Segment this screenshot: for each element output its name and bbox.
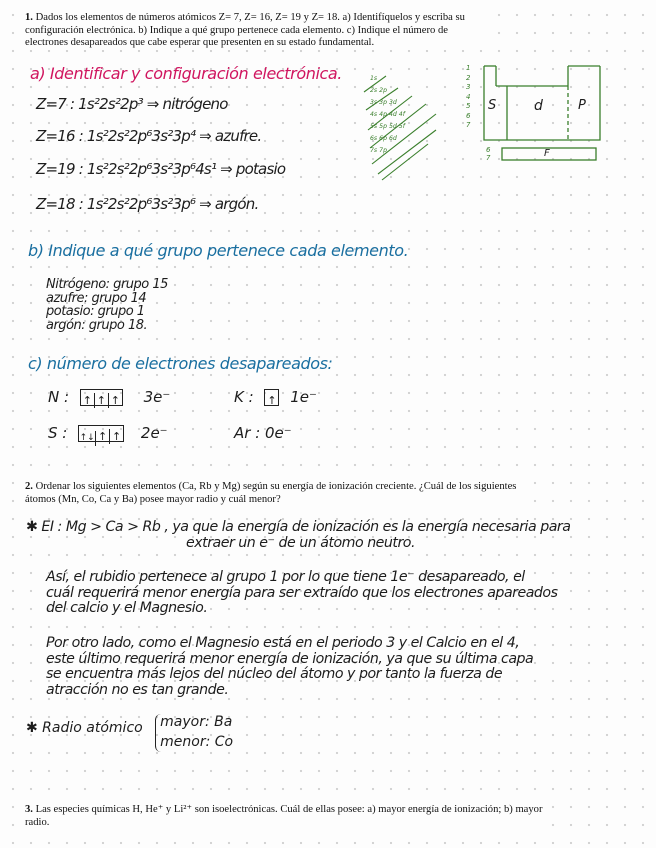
- orbital-box-k: [264, 389, 279, 406]
- answer-ei-line-1: ✱ EI : Mg > Ca > Rb , ya que la energía de ionización es la energía necesaria para: [26, 519, 571, 535]
- period-7: 7: [466, 121, 471, 129]
- orbital-cell: ↑↓: [79, 431, 96, 446]
- group-argon: argón: grupo 18.: [46, 317, 148, 333]
- unpaired-argon: Ar : 0e⁻: [234, 424, 292, 442]
- element-label-s: S :: [48, 424, 68, 442]
- orbital-cell: ↑: [267, 394, 277, 407]
- orbital-box-n: [80, 389, 123, 406]
- config-line-nitrogen: Z=7 : 1s²2s²2p³ ⇒ nitrógeno: [36, 95, 228, 113]
- question-text: Ordenar los siguientes elementos (Ca, Rb y Mg) según su energía de ionización creciente. ¿Cuál de los siguientes átomos (Mn, Co, Ca y Ba) posee mayor radio y cuál menor?: [25, 481, 517, 505]
- orbital-cell: ↑: [95, 393, 109, 408]
- question-number: 2.: [25, 481, 33, 492]
- paragraph-line: del calcio y el Magnesio.: [46, 600, 208, 617]
- element-label-n: N :: [48, 388, 70, 406]
- atomic-radius: [26, 714, 233, 752]
- paragraph-line: Por otro lado, como el Magnesio está en el periodo 3 y el Calcio en el 4,: [46, 635, 520, 651]
- period-2: 2: [466, 73, 471, 82]
- config-line-sulfur: Z=16 : 1s²2s²2p⁶3s²3p⁴ ⇒ azufre.: [36, 127, 262, 145]
- period-3: 3: [466, 83, 471, 91]
- orbital-box-s: [78, 425, 124, 442]
- paragraph-line: cuál requerirá menor energía para ser extraído que los electrones apareados: [46, 584, 558, 601]
- unpaired-count-k: 1e⁻: [290, 388, 317, 406]
- answer-paragraph-2: [46, 636, 533, 698]
- answer-ei: [26, 520, 570, 551]
- part-b-heading: [28, 241, 408, 260]
- unpaired-sulfur: [48, 424, 168, 442]
- paragraph-line: este último requerirá menor energía de ionización, ya que su última capa: [46, 650, 534, 667]
- paragraph-line: atracción no es tan grande.: [46, 681, 229, 698]
- radius-brace: [155, 714, 233, 752]
- aufbau-row-2: 2s 2p: [370, 87, 387, 94]
- radius-menor: menor: Co: [160, 734, 234, 750]
- f-period-numbers: [486, 146, 490, 162]
- answer-ei-line-2: extraer un e⁻ de un átomo neutro.: [186, 534, 415, 551]
- aufbau-diagram: [362, 74, 472, 184]
- orbital-cell: ↑: [110, 394, 120, 407]
- question-2: [25, 481, 525, 506]
- block-p-label: P: [578, 98, 586, 113]
- radius-mayor: mayor: Ba: [160, 714, 233, 730]
- paragraph-line: Así, el rubidio pertenece al grupo 1 por lo que tiene 1e⁻ desapareado, el: [46, 569, 525, 585]
- question-1: [25, 12, 487, 50]
- group-potassium: potasio: grupo 1: [46, 304, 145, 319]
- group-sulfur: azufre: grupo 14: [46, 290, 147, 306]
- config-line-argon: Z=18 : 1s²2s²2p⁶3s²3p⁶ ⇒ argón.: [36, 195, 259, 213]
- unpaired-count-s: 2e⁻: [140, 424, 168, 442]
- unpaired-potassium: [234, 388, 317, 406]
- part-c-heading: c) número de electrones desapareados:: [28, 354, 333, 373]
- orbital-cell: ↑: [96, 429, 110, 444]
- aufbau-row-3: 3s 3p 3d: [370, 99, 397, 106]
- answer-paragraph-1: [46, 570, 557, 617]
- atomic-radius-label: ✱ Radio atómico: [26, 720, 143, 736]
- config-line-potassium: Z=19 : 1s²2s²2p⁶3s²3p⁶4s¹ ⇒ potasio: [36, 160, 286, 178]
- period-4: 4: [466, 92, 471, 101]
- block-f-label: F: [544, 148, 550, 159]
- block-s-label: S: [488, 98, 497, 113]
- question-text: Dados los elementos de números atómicos Z= 7, Z= 16, Z= 19 y Z= 18. a) Identifíquelos y escriba su configuración electrónica. b) Indique a qué grupo pertenece cada elemento. c) Indique el número de electrones desapareados que cabe esperar que presenten en su estado fundamental.: [25, 12, 465, 49]
- question-number: 3.: [25, 804, 33, 815]
- question-text: Las especies químicas H, He⁺ y Li²⁺ son isoelectrónicas. Cuál de ellas posee: a) mayor energía de ionización; b) mayor radio.: [25, 804, 543, 828]
- question-number: 1.: [25, 12, 33, 23]
- element-label-k: K :: [234, 388, 254, 406]
- period-5: 5: [466, 102, 471, 110]
- aufbau-row-4: 4s 4p 4d 4f: [370, 111, 405, 118]
- unpaired-count-n: 3e⁻: [143, 388, 171, 406]
- block-d-label: d: [534, 98, 543, 114]
- f-period-7: 7: [486, 154, 491, 162]
- orbital-cell: ↑: [112, 430, 122, 443]
- part-b-heading-text: b) Indique a qué grupo pertenece cada elemento.: [28, 241, 409, 260]
- group-list: [46, 278, 168, 332]
- periodic-table-sketch: [466, 60, 616, 170]
- unpaired-nitrogen: [48, 388, 170, 406]
- part-a-heading: a) Identificar y configuración electrónica.: [30, 64, 342, 83]
- f-period-6: 6: [486, 146, 491, 154]
- orbital-cell: ↑: [81, 393, 95, 408]
- aufbau-row-1: 1s: [370, 75, 378, 82]
- paragraph-line: se encuentra más lejos del núcleo del átomo y por tanto la fuerza de: [46, 666, 503, 683]
- question-3: [25, 804, 545, 829]
- aufbau-row-5: 5s 5p 5d 5f: [370, 123, 405, 130]
- aufbau-row-6: 6s 6p 6d: [370, 135, 397, 142]
- period-6: 6: [466, 111, 471, 120]
- period-1: 1: [466, 64, 471, 72]
- aufbau-row-7: 7s 7p: [370, 147, 387, 154]
- period-numbers: [466, 64, 470, 131]
- group-nitrogen: Nitrógeno: grupo 15: [46, 277, 168, 292]
